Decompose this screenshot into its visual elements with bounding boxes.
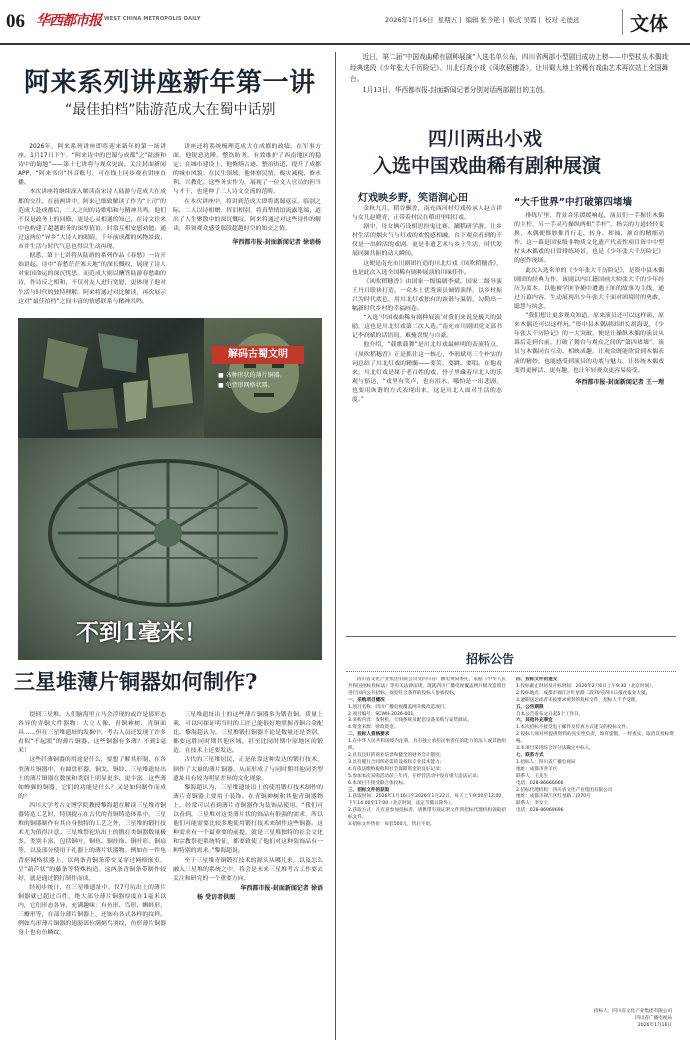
tender-s1-item-3: 3.采购内容：发射机、天线系统及配套设备采购与安装调试。 bbox=[348, 718, 472, 724]
opera-lead-2: 1月13日，华西都市报-封面新闻记者分别对话两部剧目的主创。 bbox=[362, 86, 549, 94]
alai-paragraph-5: 在本次讲座中，将讲到范成大即将离蜀返京。临别之际，二人以诗相赠，挥泪相别，将真挚情谊流露笔端，道出了人生聚散中的深沉慨叹。阿来将通过对这些诗作的解读，带领观众感受那段超越时空的知交之情。 bbox=[173, 198, 321, 232]
section-divider bbox=[622, 9, 623, 35]
headline-sanxingdui: 三星堆薄片铜器如何制作? bbox=[14, 669, 258, 694]
headline-alai: 阿来系列讲座新年第一讲 bbox=[24, 68, 316, 98]
tender-signature-date: 2026年1月16日 bbox=[637, 1022, 672, 1028]
sanxingdui-paragraph-2: 这些纤薄铜器的用途是什么，要想了解其形制，在各类薄片铜器中，有圆盘形器、铜戈、铜铃、三星堆遗址出土的薄片铜器在数量和类别上明显更多、更丰富。这些薄如蝉翼的铜器，它们的功能是什么？又是如何制作而成的？ bbox=[18, 757, 166, 800]
subhead-lantern-opera: 灯戏映乡野，笑语润心田 bbox=[358, 193, 468, 204]
sanxingdui-byline-2: 杨 受访者供图 bbox=[197, 893, 236, 901]
opera-c1-paragraph-1: 金秋九月，稻谷飘香，南充西河村灯戏传承人赵吉祥与女儿赵晓青，正带着村民在稻田里唱灯戏。 bbox=[352, 206, 502, 222]
newspaper-logo: 华西都市报 bbox=[36, 13, 101, 29]
tender-notice-title: 招标公告 bbox=[466, 652, 515, 666]
tender-s1-item-1: 1.项目名称：四川广播电视覆盖网升级改造项目。 bbox=[348, 704, 449, 710]
headline-opera-2: 入选中国戏曲稀有剧种展演 bbox=[373, 155, 602, 177]
section-name: 文体 bbox=[630, 13, 669, 35]
tender-s1-item-2: 2.项目编号：SCWH-2026-001。 bbox=[348, 711, 418, 717]
sanxingdui-byline-1: 华西都市报-封面新闻记者 徐语 bbox=[240, 884, 323, 892]
tender-s4-item-3: 3.逾期送达或者未按要求密封的投标文件，招标人不予受理。 bbox=[516, 697, 640, 703]
tender-s6-item-2: 2.投标人须对所提供资料的真实性负责，如有虚假，一经查实，取消其投标资格。 bbox=[516, 732, 674, 745]
alai-paragraph-2: 本次讲座将继续深入解读南宋诗人陆游与范成大在成都的交往。在前两讲中，阿来已细致解读了作为“上司”的范成大赴成都后，二人之间的诗歌唱和与精神共鸣。他们不仅是政务上的同僚，更是心灵相通的知己，在诗文往来中也构建了超越职务的深厚情谊，时常互相安慰劝勉。通过这两位“异乡”大诗人的眼睛，千年前成都的风物景致、市井生活与时代气息也得以生动再现。 bbox=[18, 189, 166, 251]
tender-s2-item-3: 3.具有履行合同所必需的设备和专业技术能力； bbox=[348, 759, 445, 765]
tender-section-1: 一、采购项目概况 bbox=[348, 697, 385, 703]
layout-designer: 版式 吴霞 bbox=[508, 16, 537, 24]
tender-s2-item-2: 2.具有良好的商业信誉和健全的财务会计制度； bbox=[348, 752, 445, 758]
tender-intro: 四川省文化产业集团有限公司受四川省广播电视局委托，依据《中华人民共和国招标投标法》等有关法律法规，现就四川广播电视覆盖网升级改造项目进行国内公开招标，欢迎符合条件的投标人参加投标。 bbox=[348, 677, 506, 696]
opera-c2-paragraph-1: 排练厅里，背景音乐缓缓响起，演员们一手握住木偶的主杆，另一手灵巧操纵两根“手杆”，指尖的力道轻轻变换，木偶便惟妙惟肖行走、转身、挥袖、颔首的精细动作。这一幕是国家级非物质文化遗产代表性项目资中中型杖头木偶戏的日常排练场景，也是《少年张大千历险记》的创作现场。 bbox=[514, 213, 664, 265]
tender-section-2: 二、投标人资格要求 bbox=[348, 732, 390, 738]
tender-s4-item-1: 1.投标截止时间及开标时间：2026年2月6日上午9:30（北京时间）。 bbox=[516, 683, 657, 689]
opera-c2-paragraph-3: “我们想让更多观众知道，原来演员还可以这样演，原来木偶还可以这样玩。”资中县木偶剧团团长胡海说，《少年张大千历险记》的一大突破，便是让操纵木偶的演员从幕后走到台前，打破了舞台与观众之间的“第四堵墙”，演员与木偶同台互动、相映成趣，让观众既能欣赏到木偶表演的精妙，也能感受到演员的功底与魅力，让传统木偶戏变得更鲜活、更有趣，也让年轻观众更容易接受。 bbox=[514, 313, 664, 374]
opera-c1-paragraph-6: 他介绍，“载歌载舞”是川北灯戏最鲜明的表演特点，《凤吹稻穗香》正是抓住这一核心，李润斌用三个朴实的词总结了川北灯戏的精髓——要笑、要跳、要唱。在他看来，川北灯戏是属于老百姓的戏，骨子里藏着川北人的乐观与豁达，“戏里有笑声，也有泪水，哪怕是一出悲剧，也要用诙谐的方式表现出来，这是川北人面对生活的态度。” bbox=[352, 342, 502, 403]
tender-s2-item-1: 1.在中华人民共和国境内注册，具有独立承担民事责任的能力的法人或其他组织； bbox=[348, 739, 506, 752]
opera-c1-paragraph-4: 《凤吹稻穗香》由国家一级编剧李斌、国家二级导演王丹月联袂打造。一众本土优秀演员倾情演绎，以乡村振兴为时代底色，用川北灯戏独有的诙谐与温情，勾勒出一幅新时代乡村的幸福画卷。 bbox=[352, 278, 502, 313]
sanxingdui-paragraph-1: 提到三星堆，人们脑海里立马会浮现的或许是那形态各异的青铜大件器物：大立人像、青铜神树、青铜面具……但在三星堆遗址的发掘中，考古人员还发现了许多看似“不起眼”的薄片铜器，这些铜器有多薄？不到1毫米！ bbox=[18, 712, 166, 755]
sanxingdui-paragraph-8: 至于三星堆青铜锻打技术的源头从哪儿来，以及怎么融入三星堆的系统之中，将会是未来三星堆考古工作要去关注和研究的一个重要方向。 bbox=[173, 857, 323, 882]
sanxingdui-paragraph-5: 三星堆遗址出土的这些薄片铜器多为锻青铜，质量上乘，可以问探证明当时的工匠已能很好地掌握青铜合金配比。黎海超认为，三星堆锻打铜器不论是数量还是类别，都要远胜同时期其他区域，甚至比同时期中原地区的锻造，在技术上还要发达。 bbox=[173, 712, 323, 755]
alai-paragraph-1: 2026年，阿来系列讲座即将迎来新年的第一场讲座。1月17日下午，“阿来诗中的巴蜀与成都”之“陆游和诗中的蜀地”——第十七讲将与观众见面。关注封面新闻APP、“阿来书房”抖音账号，可在线上同步观看讲座直播。 bbox=[18, 144, 166, 187]
tender-s3-item-3: 3.招标文件售价：每套500元，售后不退。 bbox=[348, 822, 435, 828]
sanxingdui-paragraph-7: 黎海超认为，三星堆遗址出土的使用锻打技术制作的薄片青铜器主要用于装饰。在青铜神树和其他青铜器物上，经常可以看到薄片青铜器作为装饰品使用。“我们可以看到，三星堆对这类薄片状的饰品有很强的需求，所以他们可能需要比较多地使用锻打技术来制作这些铜器。这种需求有一个最重要的前提，就是三星堆独特的社会文化和宗教祭祀系统特征，都要致使了他们对这种装饰品有一种特别的需求。”黎海超说。 bbox=[173, 784, 323, 855]
tender-s6-item-3: 3.本项目采用综合评分法确定中标人。 bbox=[516, 746, 594, 752]
tender-s2-item-5: 5.参加本次采购活动前三年内，在经营活动中没有重大违法记录； bbox=[348, 773, 482, 779]
tender-s7-item-8: 电话：028-86969696 bbox=[516, 808, 564, 814]
opera-c1-paragraph-2: 剧中，母女俩巧设相思扮鬼比赛、涮稻研学游，让乡村生活的烟火气与灯戏的欢悦感相融，台下观众看到的不仅是一出鲜活的戏剧，更是非遗艺术与乡土生活、时代发展同频共振的动人瞬间。 bbox=[352, 224, 502, 258]
tender-signature-1: 招标人：四川省文化产业集团有限公司 bbox=[593, 1009, 672, 1014]
tender-s3-item-2: 2.获取方式：凡有意参加投标者，请携带有效证明文件到招标代理机构领取招标文件。 bbox=[348, 808, 506, 821]
tender-s7-item-2: 地址：成都市青羊区 bbox=[516, 766, 558, 772]
kicker-under-1mm: 不到1毫米！ bbox=[76, 619, 208, 646]
tender-s3-item-1: 1.获取时间：2026年1月16日至2026年1月22日，每天上午9:00至12:00，下午14:00至17:00（北京时间，法定节假日除外）。 bbox=[348, 794, 506, 807]
tender-s7-item-4: 电话：028-86666666 bbox=[516, 780, 564, 786]
tender-section-5: 五、公告期限 bbox=[516, 704, 544, 710]
tender-section-7: 七、联系方式 bbox=[516, 752, 544, 758]
sanxingdui-paragraph-6: 古代的三星堆居民，正是依靠这种发达的锻打技术，制作了大量的薄片铜器，从而形成了与同时期其他同类型遗址具有较为明显差异的文化现象。 bbox=[173, 757, 323, 782]
header-rule bbox=[0, 43, 690, 45]
subheadline-alai: “最佳拍档”陆游范成大在蜀中话别 bbox=[65, 102, 276, 118]
tender-section-3: 三、招标文件的获取 bbox=[348, 787, 390, 793]
photo-net-vessel bbox=[18, 438, 322, 660]
opera-c2-paragraph-2: 此次入选名单的《少年张大千历险记》，是资中县木偶剧团的经典力作，该剧以内江籍国画大师张大千的少年经历为蓝本，以他被学匪争捕中遭遇土匪的故事为主线，通过五幕内容，生动展现出少年张大千面对困境时的勇敢、聪慧与执念。 bbox=[514, 267, 664, 310]
alai-paragraph-3: 据悉，第十七讲将从陆游的系列作品《春愁》一诗开始讲起。诗中“春愁茫茫塞天地”的深长慨叹，展现了诗人对家国命运的深沉忧思。而范成大则以酬答陆游春愁曲的诗，作诗反之相和，不仅对友人进行宽慰，更体现了他对生活与时代的独特理解。阿来将通过对比解读，再次展示这对“最佳拍档”之间丰富的情感联系与精神共鸣。 bbox=[18, 253, 166, 305]
page-number: 06 bbox=[6, 11, 25, 32]
tender-signature-2: 四川省广播电视局 bbox=[635, 1015, 672, 1021]
issue-date: 2026年1月16日 bbox=[385, 16, 434, 24]
inset-caption-2: ■ 龟背形网格状器。 bbox=[218, 382, 274, 389]
tender-s4-item-2: 2.投标地点：成都市锦江区红星路二段70号四川日报社报业大厦。 bbox=[516, 690, 651, 696]
tender-s2-item-4: 4.有依法缴纳税收和社会保障资金的良好记录； bbox=[348, 766, 445, 772]
tender-section-6: 六、其他补充事宜 bbox=[516, 718, 553, 724]
opera-lead-1: 近日，第二届“中国戏曲稀有剧种展演”入选名单公布，四川省两部小型剧目成功上榜——中型杖头木偶戏经典选段《少年张大千历险记》、川北灯戏小戏《凤吹稻穗香》，让川蜀大地上的稀有戏曲艺术再次站上全国舞台。 bbox=[350, 53, 668, 83]
tender-s5-item-1: 自本公告发布之日起5个工作日。 bbox=[516, 711, 584, 717]
tender-s2-item-6: 6.本项目不接受联合体投标。 bbox=[348, 780, 408, 786]
alai-paragraph-4: 讲座还将系统梳理范成大在成都的政绩。在军事方面，他锐意边陲、整饬防务，有效维护了西南地区的稳定；在城市建设上，他修缮古迹、整治街道，提升了成都的城市风貌；在民生领域，他体察民情、赈灾减税、修水利、兴教化。这些务实作为，展现了一位文人官员的担当与才干，也延伸了二人诗文交流的范畴。 bbox=[173, 144, 321, 196]
bronze-fragments-image bbox=[18, 318, 204, 438]
tender-s1-item-4: 4.资金来源：财政资金。 bbox=[348, 725, 399, 731]
tender-s7-item-5: 2.招标代理机构：四川省文化产业集团有限公司 bbox=[516, 787, 613, 793]
tender-s6-item-1: 1.本次招标不接受电子邮件及传真方式递交的投标文件。 bbox=[516, 725, 631, 731]
inset-caption-1: ■ 各种形状的薄片铜器。 bbox=[218, 372, 286, 379]
headline-opera-1: 四川两出小戏 bbox=[428, 128, 543, 150]
inset-title: 解码古蜀文明 bbox=[212, 346, 304, 364]
sanxingdui-paragraph-3: 四川大学考古文博学院教授黎海超在解读三星堆青铜器铸造工艺时，特别提示在古代的青铜铸造体系中，三星堆的铜器制作有其自身独特的工艺之外，三星堆的锻打技术尤为值得注意。三星堆祭祀坑出土的锻打类铜器数量极多，类别丰富，包括铜叶、铜鱼、铜挂饰、铜叶形、铜扇等，以及部分使用于礼器上的薄片状器物。例如在一件龟背形网格状器上，以两条青铜条带交叉穿过网格嵌室，呈“葫芦状”的藤条等特殊构造。这两条青铜条带制作较好，就是通过锻打制作而成。 bbox=[18, 802, 166, 882]
opera-c1-paragraph-5: “入选‘中国戏曲稀有剧种展演’对我们来说是极大的鼓励，这也是川北灯戏第二次入选。”南充市川剧团党支部书记李润斌的话语间，难掩喜悦与自豪。 bbox=[352, 315, 502, 340]
subhead-fourth-wall: “大千世界”中打破第四堵墙 bbox=[514, 197, 633, 208]
tender-s7-item-3: 联系人：王先生 bbox=[516, 773, 549, 779]
alai-byline: 华西都市报-封面新闻记者 徐语杨 bbox=[232, 238, 321, 246]
tender-section-4: 四、投标文件的递交 bbox=[516, 677, 558, 682]
proofreader: 校对 毛德远 bbox=[544, 16, 580, 24]
column-divider bbox=[335, 52, 336, 1040]
sanxingdui-paragraph-4: 经初步统计，在三星堆遗址中，仅7号坑出土的薄片铜器就已超过百件，绝大部分薄片铜器厚度在1毫米以内，它们形态各异，充满趣味：有鱼形、鸟形、蝌蚪形、三瓣形等，在部分薄片铜器上，还饰有各式各样的纹样。例如鸟形薄片铜器的翅膀部位满刻鸟羽纹，鱼形薄片铜器身上也有鱼鳞纹。 bbox=[18, 884, 166, 937]
opera-byline: 华西都市报-封面新闻记者 王一理 bbox=[575, 378, 664, 386]
inset-box bbox=[212, 346, 320, 400]
opera-c1-paragraph-3: 这便是南充市川剧团打造的川北灯戏《凤吹稻穗香》，也是此次入选全国稀有剧种展演的川味佳作。 bbox=[352, 260, 502, 276]
tender-s7-item-7: 联系人：李女士 bbox=[516, 801, 549, 807]
tender-s7-item-1: 1.招标人：四川省广播电视局 bbox=[516, 759, 576, 765]
page-header: 06 华西都市报 WEST CHINA METROPOLIS DAILY 2026年1月16日 星期五 | 编辑 张今艳 | 版式 吴霞 | 校对 毛德远 文体 bbox=[6, 11, 669, 35]
editor: 编辑 张今艳 bbox=[465, 16, 501, 24]
newspaper-logo-en: WEST CHINA METROPOLIS DAILY bbox=[104, 16, 201, 22]
tender-s7-item-6: 地址：成都市锦江区红星路二段70号 bbox=[516, 794, 591, 800]
photo-bronze-slips bbox=[18, 318, 204, 438]
weekday: 星期五 bbox=[437, 16, 458, 24]
tender-notice bbox=[346, 636, 676, 1046]
